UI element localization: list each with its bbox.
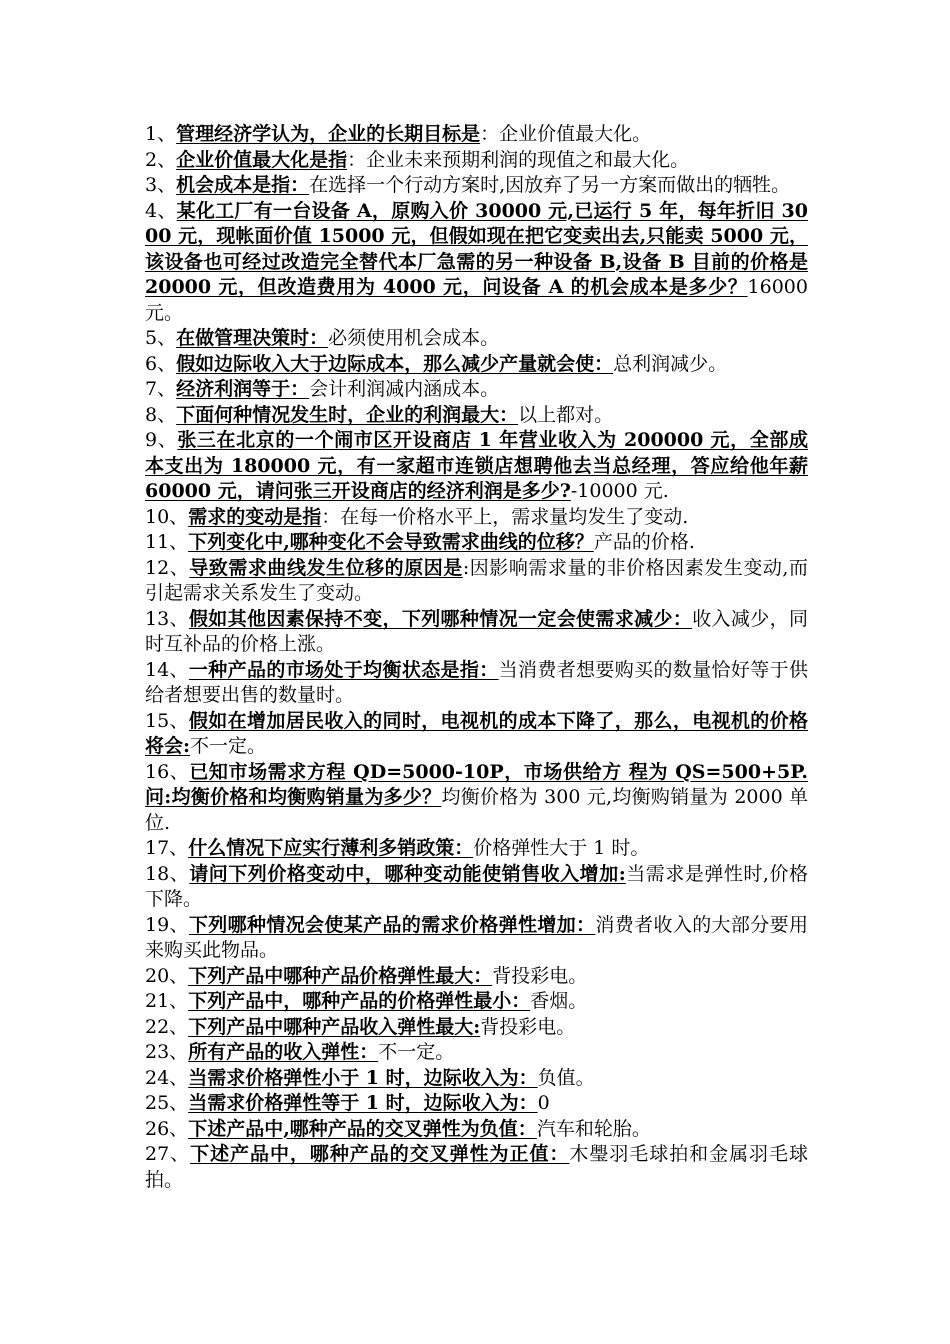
question-text: 下面何种情况发生时，企业的利润最大： — [176, 403, 519, 426]
answer-text: 均衡价格为 300 元,均衡购销量为 2000 单位. — [145, 786, 809, 834]
qa-item — [145, 173, 808, 199]
item-number: 26、 — [145, 1117, 189, 1140]
qa-item — [145, 836, 808, 862]
question-text: 当需求价格弹性小于 1 时，边际收入为： — [188, 1066, 538, 1089]
qa-item — [145, 199, 808, 327]
question-text: 需求的变动是指 — [188, 505, 322, 528]
answer-text: :因影响需求量的非价格因素发生变动,而引起需求关系发生了变动。 — [145, 556, 808, 604]
question-text: 已知市场需求方程 QD=5000-10P，市场供给方 程为 QS=500+5P.问:均衡价格和均衡购销量为多少？ — [145, 760, 808, 808]
item-number: 12、 — [145, 556, 190, 579]
qa-item — [145, 530, 808, 556]
answer-text: 不一定。 — [378, 1041, 455, 1063]
item-number: 11、 — [145, 531, 189, 553]
qa-item — [145, 1142, 808, 1193]
question-text: 什么情况下应实行薄利多销政策： — [188, 837, 474, 859]
question-text: 请问下列价格变动中，哪种变动能使销售收入增加: — [189, 862, 626, 885]
qa-item — [145, 709, 808, 760]
question-text: 一种产品的市场处于均衡状态是指： — [188, 658, 499, 681]
qa-item — [145, 1066, 808, 1092]
answer-text: 汽车和轮胎。 — [536, 1117, 651, 1140]
answer-text: 必须使用机会成本。 — [328, 327, 500, 349]
answer-text: 0 — [537, 1092, 550, 1114]
question-text: 下列产品中，哪种产品的价格弹性最小： — [188, 990, 531, 1012]
item-number: 25、 — [145, 1092, 189, 1114]
item-number: 8、 — [145, 403, 177, 426]
item-number: 19、 — [145, 913, 189, 936]
qa-item — [145, 352, 808, 378]
answer-text: 会计利润减内涵成本。 — [309, 378, 500, 400]
item-number: 23、 — [145, 1041, 189, 1063]
qa-item — [145, 326, 808, 352]
item-number: 15、 — [145, 709, 189, 732]
answer-text: 总利润减少。 — [613, 352, 728, 375]
answer-text: 收入减少，同时互补品的价格上涨。 — [145, 607, 808, 655]
answer-text: 16000 元。 — [145, 276, 808, 324]
qa-item — [145, 148, 808, 174]
question-text: 下列哪种情况会使某产品的需求价格弹性增加： — [188, 913, 596, 936]
answer-text: 在选择一个行动方案时,因放弃了另一方案而做出的牺牲。 — [309, 174, 791, 196]
answer-text: -10000 元. — [570, 480, 669, 502]
answer-text: 产品的价格. — [593, 531, 695, 553]
answer-text: 价格弹性大于 1 时。 — [473, 837, 650, 859]
item-number: 3、 — [145, 174, 177, 196]
qa-item — [145, 913, 808, 964]
qa-list — [145, 122, 808, 1193]
qa-item — [145, 760, 808, 837]
item-number: 13、 — [145, 607, 189, 630]
qa-item — [145, 377, 808, 403]
question-text: 下列产品中哪种产品价格弹性最大： — [188, 964, 493, 987]
qa-item — [145, 428, 808, 505]
question-text: 机会成本是指： — [176, 174, 310, 196]
item-number: 10、 — [145, 505, 189, 528]
question-text: 下列产品中哪种产品收入弹性最大: — [188, 1015, 481, 1038]
qa-item — [145, 505, 808, 531]
answer-text: 以上都对。 — [518, 403, 614, 426]
question-text: 在做管理决策时： — [176, 327, 329, 349]
qa-item — [145, 989, 808, 1015]
qa-item — [145, 1015, 808, 1041]
item-number: 1、 — [145, 123, 177, 145]
qa-item — [145, 964, 808, 990]
question-text: 经济利润等于： — [176, 378, 310, 400]
item-number: 9、 — [145, 429, 178, 451]
question-text: 管理经济学认为，企业的长期目标是 — [176, 123, 481, 145]
item-number: 4、 — [145, 199, 177, 222]
qa-item — [145, 1091, 808, 1117]
question-text: 所有产品的收入弹性： — [188, 1041, 379, 1063]
item-number: 27、 — [145, 1143, 191, 1165]
answer-text: ：企业未来预期利润的现值之和最大化。 — [347, 148, 690, 171]
item-number: 20、 — [145, 964, 189, 987]
question-text: 假如在增加居民收入的同时，电视机的成本下降了，那么，电视机的价格将会: — [145, 709, 808, 757]
item-number: 24、 — [145, 1066, 189, 1089]
answer-text: 消费者收入的大部分要用来购买此物品。 — [145, 913, 808, 961]
answer-text: 香烟。 — [530, 990, 588, 1012]
item-number: 2、 — [145, 148, 177, 171]
item-number: 5、 — [145, 327, 177, 349]
answer-text: 不一定。 — [190, 735, 267, 757]
item-number: 18、 — [145, 862, 190, 885]
question-text: 假如边际收入大于边际成本，那么减少产量就会使： — [176, 352, 614, 375]
item-number: 16、 — [145, 760, 190, 783]
answer-text: 负值。 — [537, 1066, 595, 1089]
question-text: 当需求价格弹性等于 1 时，边际收入为： — [188, 1092, 538, 1114]
qa-item — [145, 403, 808, 429]
answer-text: 当需求是弹性时,价格下降。 — [145, 862, 809, 910]
question-text: 下列变化中,哪种变化不会导致需求曲线的位移？ — [188, 531, 594, 553]
qa-item — [145, 862, 808, 913]
qa-item — [145, 1040, 808, 1066]
answer-text: 背投彩电。 — [492, 964, 588, 987]
qa-item — [145, 658, 808, 709]
item-number: 17、 — [145, 837, 189, 859]
answer-text: ：企业价值最大化。 — [480, 123, 652, 145]
question-text: 导致需求曲线发生位移的原因是 — [189, 556, 463, 579]
qa-item — [145, 607, 808, 658]
answer-text: 当消费者想要购买的数量恰好等于供给者想要出售的数量时。 — [145, 658, 808, 706]
answer-text: 背投彩电。 — [480, 1015, 576, 1038]
question-text: 企业价值最大化是指 — [176, 148, 348, 171]
question-text: 张三在北京的一个闹市区开设商店 1 年营业收入为 200000 元，全部成本支出为 180000 元，有一家超市连锁店想聘他去当总经理，答应给他年薪 60000 元，请问张三开设商店的经济利润是多少? — [145, 429, 808, 502]
question-text: 下述产品中，哪种产品的交叉弹性为正值： — [190, 1143, 570, 1165]
item-number: 22、 — [145, 1015, 189, 1038]
answer-text: ：在每一价格水平上，需求量均发生了变动. — [321, 505, 689, 528]
item-number: 7、 — [145, 378, 177, 400]
qa-item — [145, 556, 808, 607]
question-text: 假如其他因素保持不变，下列哪种情况一定会使需求减少： — [188, 607, 693, 630]
qa-item — [145, 1117, 808, 1143]
answer-text: 木璺羽毛球拍和金属羽毛球拍。 — [145, 1143, 808, 1191]
question-text: 下述产品中,哪种产品的交叉弹性为负值： — [188, 1117, 537, 1140]
qa-item — [145, 122, 808, 148]
question-text: 某化工厂有一台设备 A，原购入价 30000 元,已运行 5 年，每年折旧 3000 元，现帐面价值 15000 元，但假如现在把它变卖出去,只能卖 5000 元，该设备也可经过改造完全替代本厂急需的另一种设备 B,设备 B 目前的价格是 20000 元，但改造费用为 4000 元，问设备 A 的机会成本是多少？ — [145, 199, 808, 298]
item-number: 21、 — [145, 990, 189, 1012]
item-number: 14、 — [145, 658, 189, 681]
item-number: 6、 — [145, 352, 177, 375]
